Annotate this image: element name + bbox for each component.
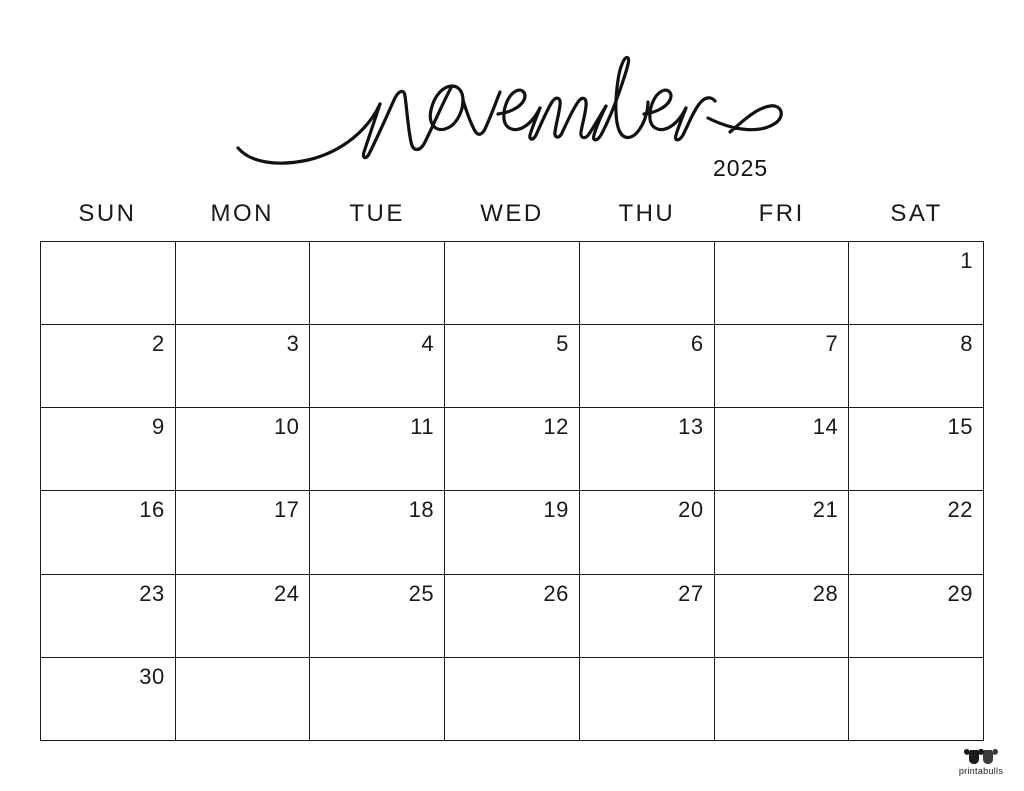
day-cell[interactable] [849,325,984,408]
month-title-script [230,30,790,170]
day-cell[interactable] [176,491,311,574]
day-cell[interactable] [310,658,445,741]
day-cell[interactable] [445,575,580,658]
weekday-thu: THU [618,200,676,227]
day-cell[interactable] [580,242,715,325]
day-cell[interactable] [176,242,311,325]
day-number: 13 [678,414,704,440]
day-cell[interactable] [715,575,850,658]
day-number: 23 [139,580,165,606]
footer-brand [952,745,1010,783]
day-cell[interactable] [310,242,445,325]
day-number: 5 [556,331,569,357]
day-number: 6 [690,331,704,357]
day-cell[interactable] [445,325,580,408]
day-cell[interactable] [310,491,445,574]
day-cell[interactable] [715,491,850,574]
day-number: 7 [825,331,839,357]
day-number: 1 [960,248,973,273]
day-cell[interactable] [849,658,984,741]
day-number: 2 [151,331,165,357]
day-cell[interactable] [445,491,580,574]
weekday-tue: TUE [349,200,405,227]
day-number: 21 [812,497,839,523]
weekday-fri: FRI [758,200,805,227]
day-cell[interactable] [176,325,311,408]
day-number: 19 [543,497,569,523]
day-cell[interactable] [41,658,176,741]
day-number: 27 [678,580,704,606]
day-number: 12 [543,414,569,440]
day-cell[interactable] [445,242,580,325]
day-number: 4 [421,331,435,357]
day-cell[interactable] [715,242,850,325]
day-cell[interactable] [41,408,176,491]
day-cell[interactable] [176,408,311,491]
weekday-header-row [40,200,984,228]
day-cell[interactable] [849,491,984,574]
day-cell[interactable] [580,575,715,658]
weekday-wed: WED [480,200,544,227]
day-cell[interactable] [310,408,445,491]
day-number: 11 [410,414,435,440]
day-number: 14 [812,414,839,440]
day-cell[interactable] [580,325,715,408]
day-number: 8 [960,331,973,357]
day-cell[interactable] [715,408,850,491]
day-cell[interactable] [849,242,984,325]
day-number: 22 [947,497,973,523]
day-cell[interactable] [580,658,715,741]
weekday-sat: SAT [890,200,943,227]
day-cell[interactable] [445,658,580,741]
day-cell[interactable] [41,242,176,325]
day-number: 30 [139,663,165,689]
day-cell[interactable] [176,575,311,658]
day-cell[interactable] [41,325,176,408]
calendar-grid [40,241,984,741]
day-cell[interactable] [445,408,580,491]
weekday-mon: MON [210,200,275,227]
day-number: 10 [273,414,300,440]
day-number: 28 [812,580,839,606]
year-label: 2025 [713,155,769,181]
day-cell[interactable] [580,408,715,491]
day-cell[interactable] [310,575,445,658]
day-cell[interactable] [580,491,715,574]
day-number: 29 [947,580,973,606]
day-number: 26 [543,580,569,606]
weekday-sun: SUN [78,200,137,227]
day-cell[interactable] [41,575,176,658]
day-number: 18 [408,497,435,523]
day-number: 16 [139,497,165,523]
day-cell[interactable] [715,325,850,408]
title-block [0,24,1024,181]
day-number: 17 [273,497,300,523]
bull-logo-icon [952,745,1010,765]
day-number: 15 [947,414,973,440]
day-cell[interactable] [176,658,311,741]
day-number: 25 [408,580,435,606]
day-cell[interactable] [41,491,176,574]
day-number: 3 [286,331,300,357]
day-cell[interactable] [849,408,984,491]
day-cell[interactable] [715,658,850,741]
brand-wordmark: printabulls [958,766,1004,776]
day-number: 9 [151,414,165,440]
day-cell[interactable] [849,575,984,658]
day-number: 24 [273,580,300,606]
day-number: 20 [678,497,704,523]
day-cell[interactable] [310,325,445,408]
